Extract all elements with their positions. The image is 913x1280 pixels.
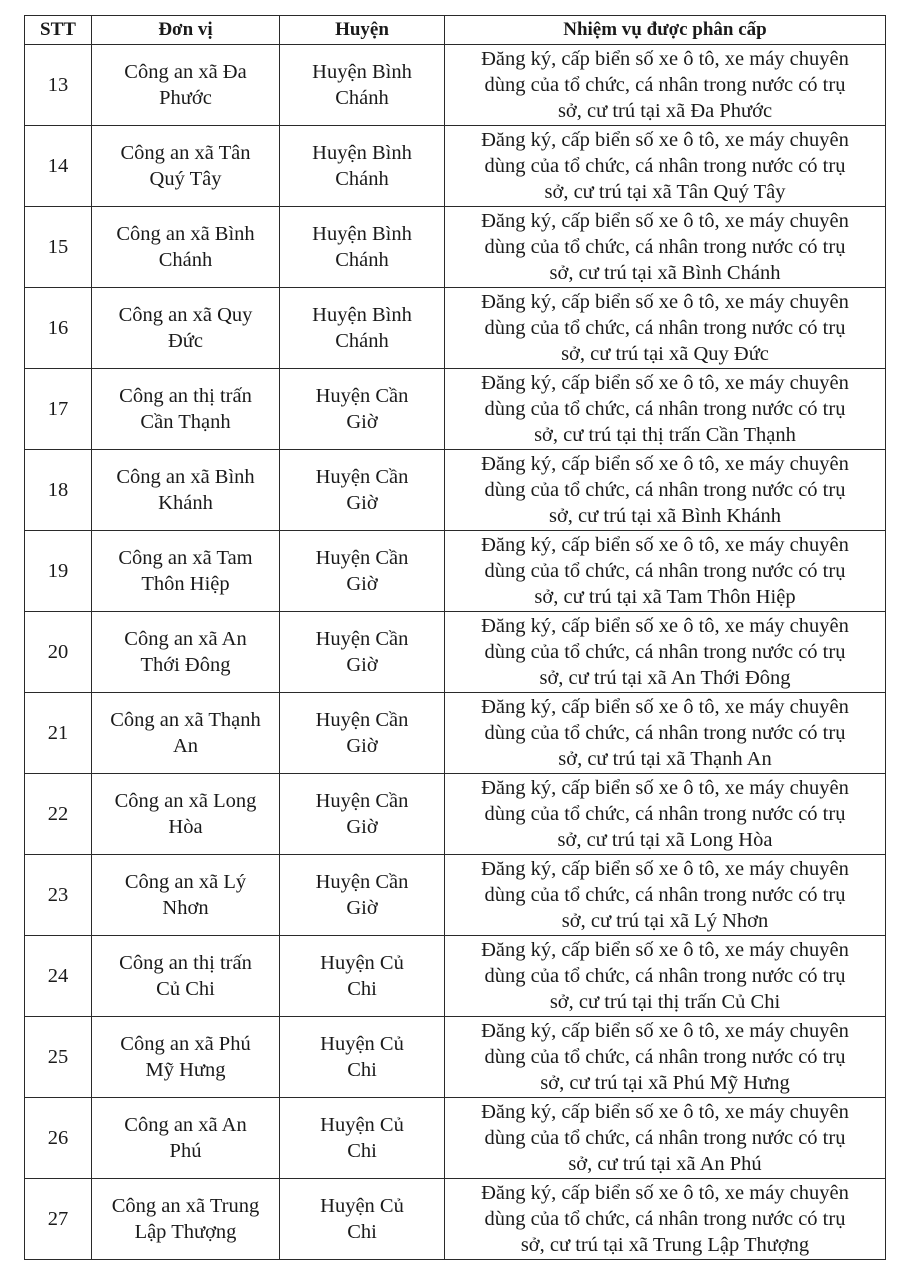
row-stt: 22 — [25, 774, 92, 855]
row-unit-line: Công an thị trấn — [119, 952, 252, 974]
row-district — [280, 774, 445, 855]
row-task-line: dùng của tổ chức, cá nhân trong nước có trụ — [484, 560, 846, 582]
row-stt: 21 — [25, 693, 92, 774]
row-stt: 15 — [25, 207, 92, 288]
row-unit — [92, 936, 280, 1017]
header-task: Nhiệm vụ được phân cấp — [445, 16, 886, 45]
row-task — [445, 774, 886, 855]
row-stt: 18 — [25, 450, 92, 531]
row-task-line: sở, cư trú tại xã Quy Đức — [561, 343, 769, 365]
row-unit — [92, 774, 280, 855]
row-district-line: Chánh — [335, 87, 389, 109]
table-row — [25, 207, 886, 288]
row-unit — [92, 612, 280, 693]
row-task-line: dùng của tổ chức, cá nhân trong nước có trụ — [484, 317, 846, 339]
row-stt: 26 — [25, 1098, 92, 1179]
row-task — [445, 1098, 886, 1179]
row-district — [280, 936, 445, 1017]
row-stt: 23 — [25, 855, 92, 936]
row-task-line: Đăng ký, cấp biển số xe ô tô, xe máy chuyên — [481, 372, 849, 394]
row-task-line: Đăng ký, cấp biển số xe ô tô, xe máy chuyên — [481, 291, 849, 313]
row-district-line: Huyện Củ — [320, 1033, 404, 1055]
row-district — [280, 369, 445, 450]
row-stt: 24 — [25, 936, 92, 1017]
row-district-line: Giờ — [346, 735, 378, 757]
row-unit-line: An — [172, 735, 199, 757]
table-row — [25, 450, 886, 531]
row-unit-line: Công an xã Long — [114, 790, 257, 812]
row-district — [280, 1179, 445, 1260]
row-task-line: sở, cư trú tại xã Tam Thôn Hiệp — [534, 586, 796, 608]
row-stt: 20 — [25, 612, 92, 693]
row-unit-line: Củ Chi — [156, 978, 215, 1000]
row-stt: 19 — [25, 531, 92, 612]
row-task-line: dùng của tổ chức, cá nhân trong nước có trụ — [484, 479, 846, 501]
delegated-tasks-table — [24, 15, 886, 1260]
row-stt: 14 — [25, 126, 92, 207]
row-district — [280, 1098, 445, 1179]
row-task-line: dùng của tổ chức, cá nhân trong nước có trụ — [484, 1046, 846, 1068]
row-district-line: Huyện Củ — [320, 1195, 404, 1217]
row-unit-line: Công an xã Phú — [120, 1033, 251, 1055]
row-unit-line: Phước — [159, 87, 212, 109]
row-district-line: Huyện Củ — [320, 952, 404, 974]
row-task-line: Đăng ký, cấp biển số xe ô tô, xe máy chuyên — [481, 696, 849, 718]
row-unit — [92, 369, 280, 450]
table-row — [25, 855, 886, 936]
header-row — [25, 16, 886, 45]
header-stt: STT — [25, 16, 92, 45]
row-unit-line: Khánh — [158, 492, 213, 514]
row-district — [280, 450, 445, 531]
row-task-line: sở, cư trú tại xã Lý Nhơn — [561, 910, 769, 932]
row-unit-line: Quý Tây — [149, 168, 222, 190]
row-unit-line: Công an xã Đa — [124, 61, 247, 83]
row-task — [445, 45, 886, 126]
row-task — [445, 531, 886, 612]
row-district — [280, 1017, 445, 1098]
row-stt: 27 — [25, 1179, 92, 1260]
row-task-line: sở, cư trú tại xã An Phú — [568, 1153, 762, 1175]
row-task — [445, 936, 886, 1017]
row-district-line: Giờ — [346, 816, 378, 838]
row-task-line: sở, cư trú tại xã An Thới Đông — [539, 667, 791, 689]
row-task — [445, 288, 886, 369]
row-task-line: Đăng ký, cấp biển số xe ô tô, xe máy chuyên — [481, 129, 849, 151]
table-row — [25, 45, 886, 126]
row-task-line: Đăng ký, cấp biển số xe ô tô, xe máy chuyên — [481, 777, 849, 799]
row-task-line: dùng của tổ chức, cá nhân trong nước có trụ — [484, 803, 846, 825]
row-district — [280, 45, 445, 126]
row-unit — [92, 126, 280, 207]
row-unit-line: Phú — [169, 1140, 202, 1162]
row-unit-line: Công an xã Tam — [118, 547, 253, 569]
row-district-line: Huyện Bình — [312, 142, 412, 164]
row-stt: 17 — [25, 369, 92, 450]
row-task-line: dùng của tổ chức, cá nhân trong nước có trụ — [484, 965, 846, 987]
document-page — [24, 15, 885, 1260]
row-district-line: Huyện Cần — [315, 871, 409, 893]
row-task-line: sở, cư trú tại xã Đa Phước — [557, 100, 773, 122]
table-header — [25, 16, 886, 45]
row-unit-line: Công an xã Quy — [118, 304, 253, 326]
row-district-line: Chi — [347, 978, 377, 1000]
row-district-line: Chi — [347, 1221, 377, 1243]
header-district: Huyện — [280, 16, 445, 45]
row-unit-line: Công an xã Thạnh — [110, 709, 261, 731]
row-unit-line: Mỹ Hưng — [145, 1059, 226, 1081]
row-unit — [92, 531, 280, 612]
row-unit-line: Chánh — [158, 249, 213, 271]
row-task-line: dùng của tổ chức, cá nhân trong nước có trụ — [484, 641, 846, 663]
row-unit-line: Công an xã Lý — [124, 871, 247, 893]
row-district-line: Huyện Cần — [315, 790, 409, 812]
row-unit-line: Công an xã Bình — [116, 223, 255, 245]
row-unit-line: Cần Thạnh — [140, 411, 231, 433]
row-task — [445, 612, 886, 693]
header-unit: Đơn vị — [92, 16, 280, 45]
row-task-line: dùng của tổ chức, cá nhân trong nước có trụ — [484, 884, 846, 906]
table-row — [25, 126, 886, 207]
row-district-line: Giờ — [346, 897, 378, 919]
table-row — [25, 531, 886, 612]
row-district-line: Huyện Cần — [315, 466, 409, 488]
row-unit-line: Lập Thượng — [134, 1221, 237, 1243]
row-district — [280, 855, 445, 936]
row-unit — [92, 1017, 280, 1098]
row-task-line: dùng của tổ chức, cá nhân trong nước có trụ — [484, 74, 846, 96]
row-district-line: Huyện Cần — [315, 385, 409, 407]
row-unit-line: Thới Đông — [140, 654, 231, 676]
row-unit-line: Đức — [167, 330, 203, 352]
row-task — [445, 126, 886, 207]
row-district-line: Huyện Bình — [312, 223, 412, 245]
row-district-line: Huyện Cần — [315, 628, 409, 650]
table-body — [25, 45, 886, 1260]
row-district-line: Huyện Củ — [320, 1114, 404, 1136]
table-row — [25, 936, 886, 1017]
row-task — [445, 693, 886, 774]
row-task-line: dùng của tổ chức, cá nhân trong nước có trụ — [484, 722, 846, 744]
row-unit-line: Công an xã Bình — [116, 466, 255, 488]
row-district-line: Huyện Cần — [315, 547, 409, 569]
row-district-line: Chi — [347, 1059, 377, 1081]
row-district-line: Huyện Bình — [312, 304, 412, 326]
row-unit-line: Thôn Hiệp — [141, 573, 230, 595]
row-task-line: sở, cư trú tại xã Thạnh An — [558, 748, 772, 770]
row-task-line: Đăng ký, cấp biển số xe ô tô, xe máy chuyên — [481, 534, 849, 556]
row-district-line: Giờ — [346, 411, 378, 433]
row-task-line: Đăng ký, cấp biển số xe ô tô, xe máy chuyên — [481, 1020, 849, 1042]
row-district-line: Chánh — [335, 330, 389, 352]
table-row — [25, 369, 886, 450]
row-task-line: Đăng ký, cấp biển số xe ô tô, xe máy chuyên — [481, 939, 849, 961]
row-task-line: sở, cư trú tại thị trấn Củ Chi — [549, 991, 781, 1013]
table-row — [25, 288, 886, 369]
row-unit-line: Nhơn — [162, 897, 209, 919]
table-row — [25, 774, 886, 855]
row-task-line: sở, cư trú tại thị trấn Cần Thạnh — [534, 424, 796, 446]
row-task-line: sở, cư trú tại xã Phú Mỹ Hưng — [540, 1072, 790, 1094]
row-task-line: sở, cư trú tại xã Long Hòa — [557, 829, 773, 851]
row-task-line: dùng của tổ chức, cá nhân trong nước có trụ — [484, 155, 846, 177]
table-row — [25, 693, 886, 774]
row-district-line: Giờ — [346, 573, 378, 595]
row-district — [280, 288, 445, 369]
row-district-line: Huyện Cần — [315, 709, 409, 731]
row-task-line: dùng của tổ chức, cá nhân trong nước có trụ — [484, 236, 846, 258]
table-row — [25, 612, 886, 693]
row-district — [280, 531, 445, 612]
row-task-line: Đăng ký, cấp biển số xe ô tô, xe máy chuyên — [481, 858, 849, 880]
row-district — [280, 126, 445, 207]
row-task — [445, 1017, 886, 1098]
row-unit-line: Công an xã An — [124, 1114, 247, 1136]
row-district-line: Giờ — [346, 492, 378, 514]
row-task — [445, 207, 886, 288]
row-task — [445, 1179, 886, 1260]
row-unit — [92, 45, 280, 126]
row-district-line: Huyện Bình — [312, 61, 412, 83]
row-unit — [92, 450, 280, 531]
row-task-line: Đăng ký, cấp biển số xe ô tô, xe máy chuyên — [481, 453, 849, 475]
row-unit — [92, 207, 280, 288]
table-row — [25, 1179, 886, 1260]
row-task — [445, 450, 886, 531]
row-task-line: dùng của tổ chức, cá nhân trong nước có trụ — [484, 1208, 846, 1230]
row-task-line: dùng của tổ chức, cá nhân trong nước có trụ — [484, 1127, 846, 1149]
row-unit-line: Công an xã An — [124, 628, 247, 650]
row-district — [280, 207, 445, 288]
row-task-line: Đăng ký, cấp biển số xe ô tô, xe máy chuyên — [481, 1182, 849, 1204]
row-task-line: Đăng ký, cấp biển số xe ô tô, xe máy chuyên — [481, 210, 849, 232]
row-task-line: sở, cư trú tại xã Trung Lập Thượng — [520, 1234, 810, 1256]
row-unit — [92, 1098, 280, 1179]
row-task-line: sở, cư trú tại xã Bình Khánh — [548, 505, 782, 527]
row-task-line: Đăng ký, cấp biển số xe ô tô, xe máy chuyên — [481, 48, 849, 70]
row-unit-line: Công an thị trấn — [119, 385, 252, 407]
row-district-line: Giờ — [346, 654, 378, 676]
row-task-line: dùng của tổ chức, cá nhân trong nước có trụ — [484, 398, 846, 420]
row-stt: 16 — [25, 288, 92, 369]
row-task-line: Đăng ký, cấp biển số xe ô tô, xe máy chuyên — [481, 615, 849, 637]
row-task-line: Đăng ký, cấp biển số xe ô tô, xe máy chuyên — [481, 1101, 849, 1123]
row-unit-line: Công an xã Trung — [111, 1195, 260, 1217]
row-unit — [92, 288, 280, 369]
table-row — [25, 1098, 886, 1179]
row-task — [445, 369, 886, 450]
row-stt: 13 — [25, 45, 92, 126]
row-task — [445, 855, 886, 936]
row-district-line: Chánh — [335, 249, 389, 271]
row-district-line: Chánh — [335, 168, 389, 190]
row-unit-line: Công an xã Tân — [120, 142, 251, 164]
row-task-line: sở, cư trú tại xã Tân Quý Tây — [544, 181, 786, 203]
row-unit — [92, 855, 280, 936]
table-row — [25, 1017, 886, 1098]
row-district-line: Chi — [347, 1140, 377, 1162]
row-unit — [92, 1179, 280, 1260]
row-district — [280, 612, 445, 693]
row-unit — [92, 693, 280, 774]
row-task-line: sở, cư trú tại xã Bình Chánh — [549, 262, 781, 284]
row-stt: 25 — [25, 1017, 92, 1098]
row-district — [280, 693, 445, 774]
row-unit-line: Hòa — [168, 816, 203, 838]
